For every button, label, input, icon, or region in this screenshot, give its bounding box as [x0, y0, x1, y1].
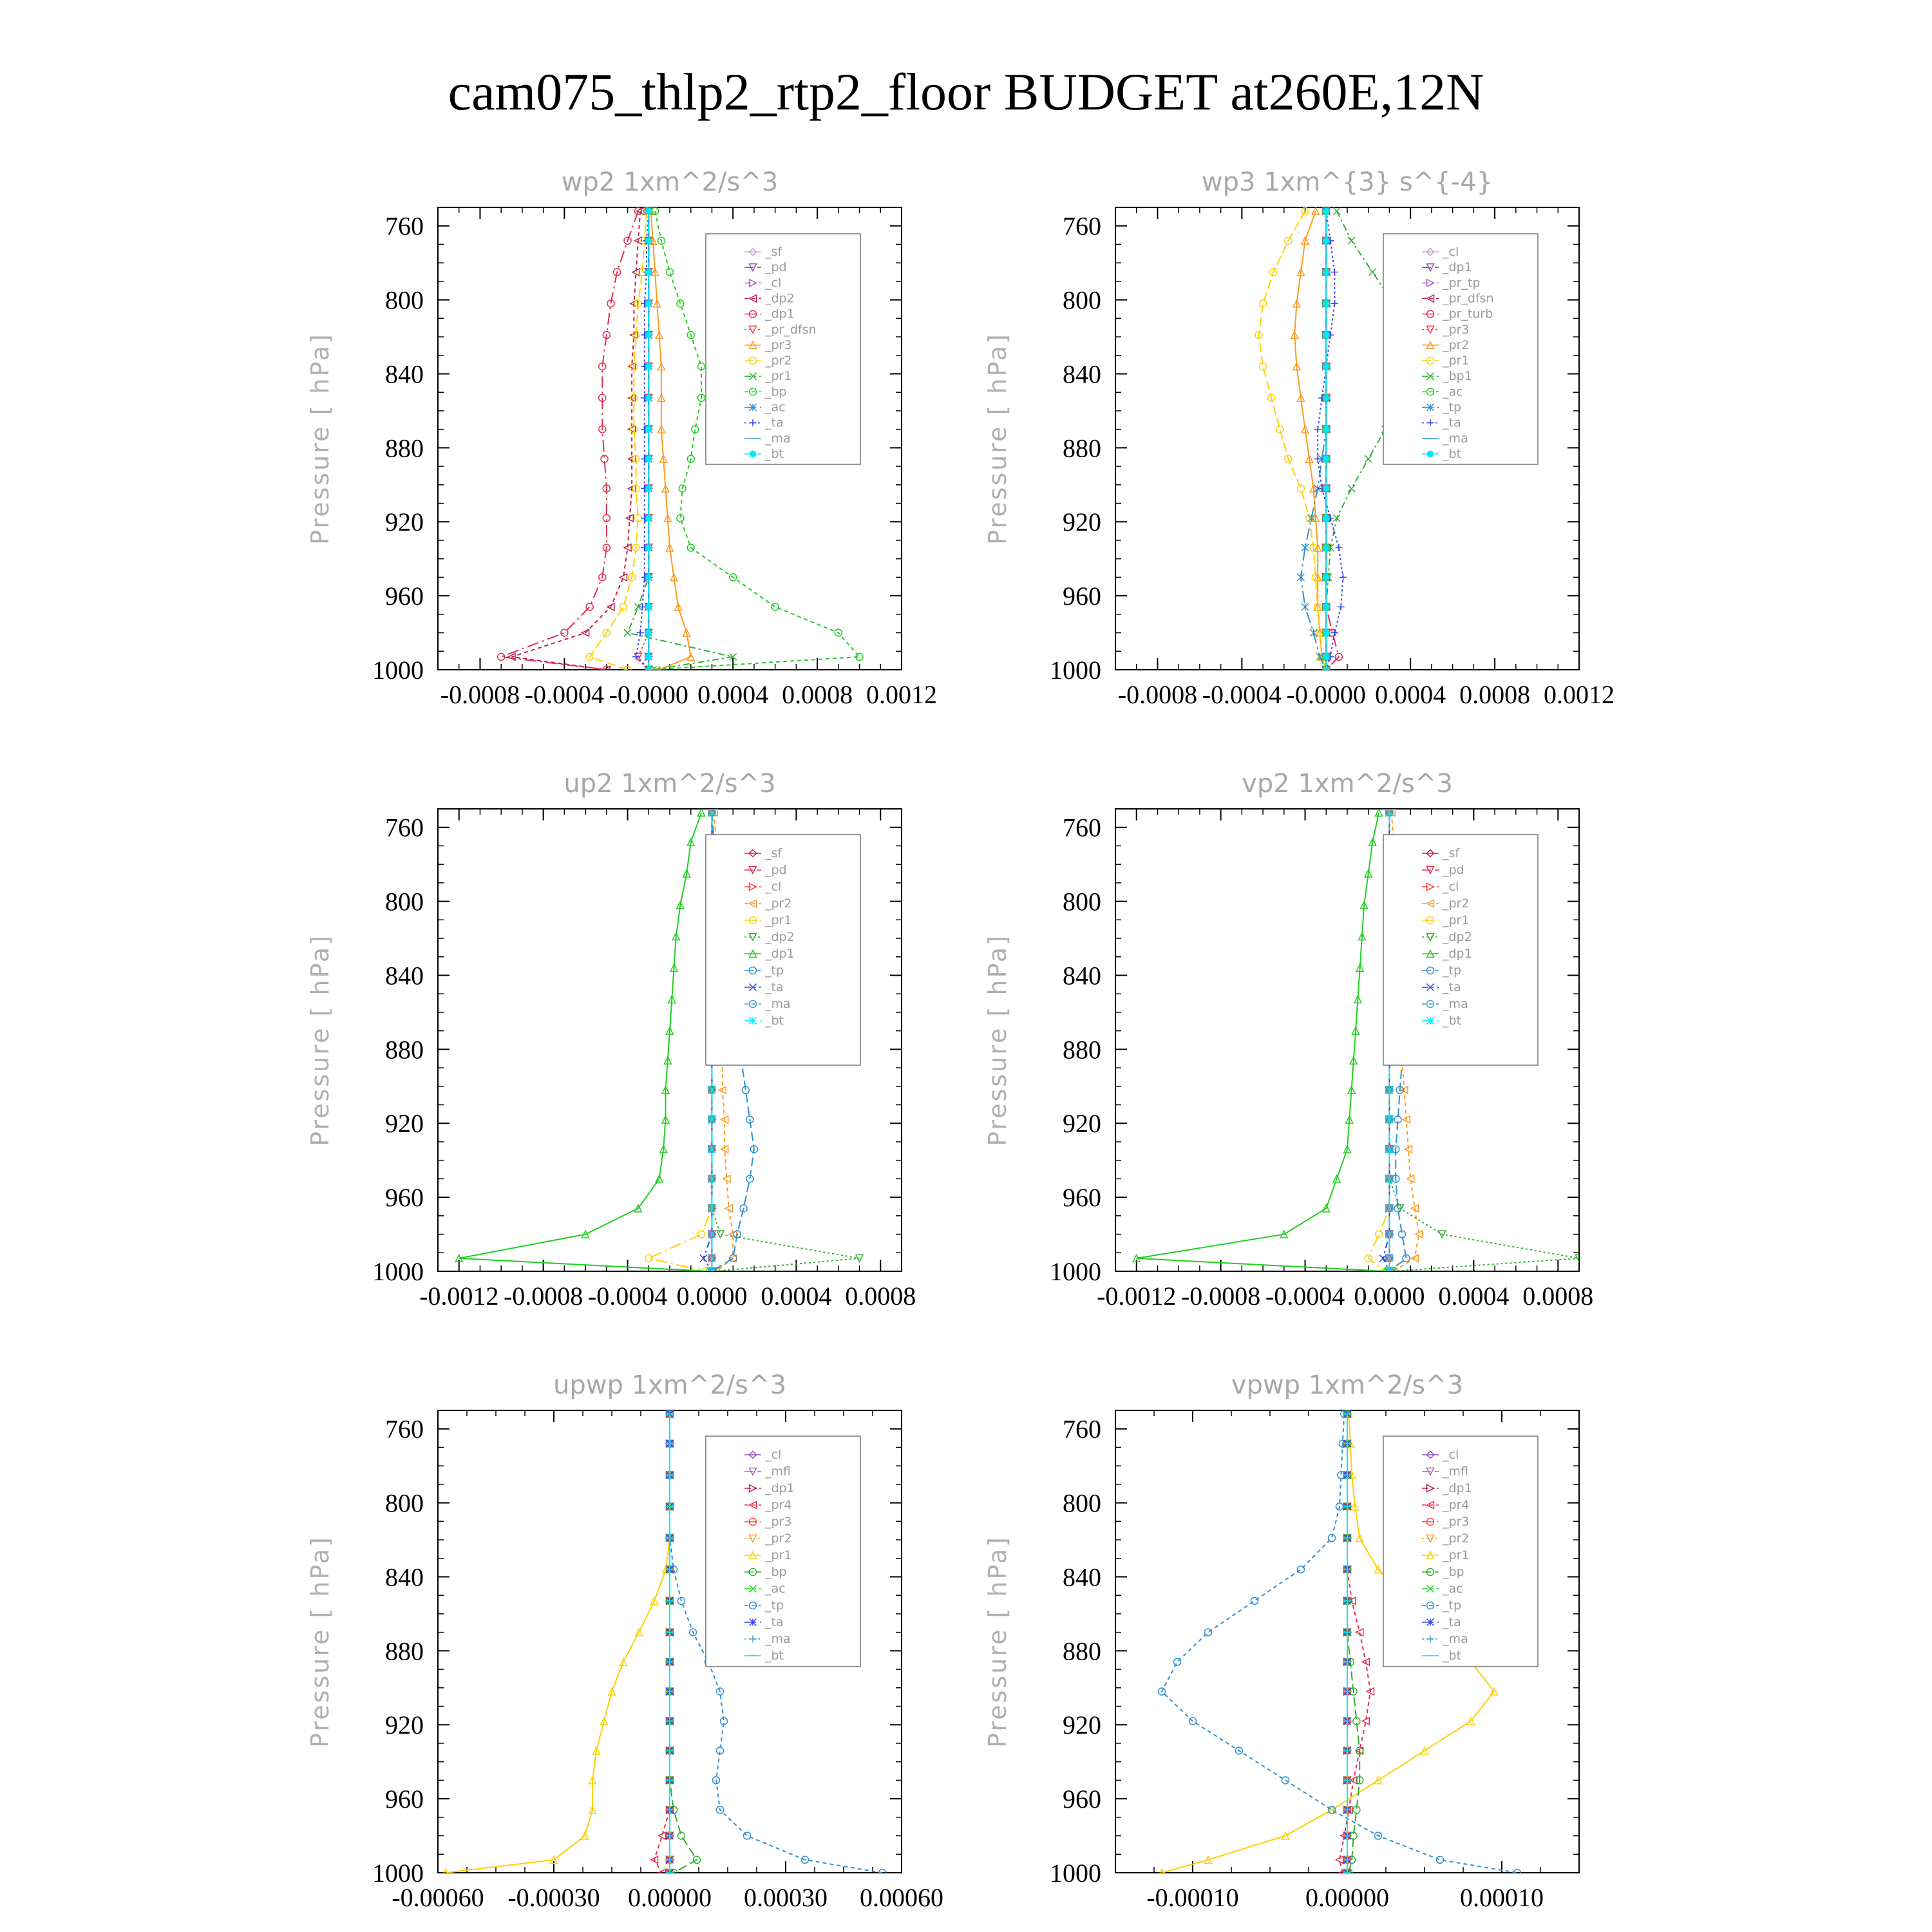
y-tick-label: 1000 — [1050, 1859, 1101, 1888]
y-tick-label: 760 — [1063, 1414, 1101, 1444]
figure-title: cam075_thlp2_rtp2_floor BUDGET at260E,12N — [448, 62, 1484, 121]
series-line — [1294, 211, 1326, 670]
legend-label: _pr1 — [765, 913, 792, 927]
legend-label: _pr2 — [1443, 337, 1470, 352]
data-point — [1323, 426, 1329, 432]
legend-label: _dp1 — [1443, 1481, 1472, 1495]
legend-label: _pd — [765, 260, 787, 275]
legend-label: _ta — [1443, 980, 1461, 994]
series-line — [1340, 1414, 1370, 1873]
panel-6 — [983, 1370, 1579, 1912]
data-point — [772, 603, 779, 611]
panel-1 — [306, 167, 937, 709]
data-point — [1323, 456, 1329, 462]
series-line — [651, 211, 691, 670]
y-tick-label: 760 — [385, 1414, 424, 1444]
legend-label: _pr1 — [1443, 1548, 1470, 1562]
data-point — [1323, 654, 1329, 659]
legend-label: _dp1 — [1443, 947, 1472, 961]
data-point — [1348, 485, 1355, 492]
legend-label: _pr2 — [765, 896, 792, 911]
legend — [706, 234, 860, 464]
series_dp1 — [498, 207, 642, 673]
data-point — [1323, 574, 1329, 580]
legend-label: _ac — [765, 1582, 786, 1596]
legend-label: _mfl — [765, 1464, 791, 1479]
series-line — [1301, 211, 1326, 670]
x-tick-label: 0.0008 — [1459, 680, 1531, 709]
y-tick-label: 760 — [385, 211, 424, 241]
series_dp1 — [455, 809, 711, 1274]
legend-marker — [750, 451, 756, 457]
x-tick-label: -0.0004 — [1202, 680, 1282, 709]
legend-label: _bt — [765, 1014, 784, 1028]
x-tick-label: 0.0008 — [845, 1282, 916, 1311]
y-tick-label: 960 — [385, 1183, 424, 1213]
data-point — [646, 515, 652, 521]
data-point — [1298, 485, 1305, 492]
y-tick-label: 960 — [1063, 1183, 1101, 1213]
legend-label: _ma — [765, 431, 791, 446]
data-point — [1298, 1566, 1305, 1573]
legend-label: _mfl — [1443, 1464, 1468, 1479]
legend-label: _sf — [765, 846, 782, 860]
panels — [306, 167, 1615, 1912]
data-point — [646, 395, 652, 401]
data-point — [646, 332, 652, 338]
y-tick-label: 1000 — [372, 1859, 424, 1888]
series-line — [459, 813, 708, 1271]
legend-label: _bp1 — [1443, 369, 1472, 384]
legend-label: _ta — [1443, 1615, 1461, 1629]
series_dp1 — [1133, 809, 1388, 1274]
data-point — [1314, 426, 1321, 433]
legend-label: _ma — [1443, 1632, 1468, 1646]
panel-title: vp2 1xm^2/s^3 — [1242, 769, 1453, 799]
series_pr2 — [586, 207, 650, 673]
x-tick-label: -0.0000 — [1286, 680, 1366, 709]
data-point — [1323, 515, 1329, 521]
data-point — [1323, 363, 1329, 369]
legend-label: _dp1 — [1443, 260, 1472, 275]
y-tick-label: 800 — [1063, 285, 1101, 315]
series-line — [1326, 211, 1339, 670]
legend-label: _bp — [765, 384, 787, 399]
data-point — [1340, 574, 1347, 581]
y-tick-label: 800 — [1063, 887, 1101, 916]
series-line — [1318, 211, 1343, 670]
data-point — [498, 653, 505, 660]
legend-label: _tp — [1443, 1598, 1462, 1613]
series_bt — [1344, 1414, 1351, 1873]
series_pr1 — [645, 809, 715, 1274]
data-point — [646, 238, 652, 243]
data-point — [1437, 1856, 1444, 1863]
y-tick-label: 880 — [385, 433, 424, 463]
legend-label: _bt — [765, 446, 784, 461]
y-tick-label: 920 — [385, 1109, 424, 1139]
legend-label: _tp — [765, 963, 784, 978]
y-tick-label: 840 — [1063, 359, 1101, 389]
x-tick-label: 0.00060 — [860, 1883, 943, 1912]
legend — [1383, 1436, 1538, 1667]
legend-label: _ac — [1443, 1582, 1463, 1596]
legend-label: _cl — [1443, 245, 1459, 260]
series-line — [501, 211, 638, 670]
legend-label: _bt — [1443, 1649, 1462, 1663]
x-tick-label: 0.0004 — [1375, 680, 1446, 709]
data-point — [586, 603, 593, 611]
legend-label: _tp — [765, 1598, 784, 1613]
series-line — [1137, 813, 1385, 1271]
panel-3 — [306, 769, 916, 1311]
data-point — [646, 604, 652, 610]
y-tick-label: 1000 — [1050, 656, 1101, 685]
data-point — [1333, 207, 1340, 214]
series_pr1 — [1255, 207, 1330, 673]
series-line — [446, 1414, 670, 1873]
series-line — [512, 211, 641, 670]
data-point — [1302, 603, 1309, 611]
legend — [706, 1436, 860, 1667]
legend-label: _bt — [765, 1649, 784, 1663]
legend-label: _bp — [765, 1565, 787, 1579]
data-point — [646, 667, 652, 673]
x-tick-label: 0.0008 — [782, 680, 853, 709]
y-tick-label: 760 — [1063, 813, 1101, 842]
legend-label: _pr3 — [765, 1515, 792, 1529]
x-tick-label: -0.0008 — [1180, 1282, 1261, 1311]
x-tick-label: -0.00060 — [392, 1883, 484, 1912]
y-tick-label: 840 — [385, 359, 424, 389]
y-tick-label: 840 — [1063, 961, 1101, 990]
y-tick-label: 880 — [1063, 433, 1101, 463]
data-point — [1323, 269, 1329, 275]
data-point — [646, 456, 652, 462]
x-tick-label: 0.0000 — [676, 1282, 748, 1311]
y-tick-label: 800 — [385, 887, 424, 916]
y-tick-label: 920 — [385, 1710, 424, 1740]
x-tick-label: -0.0012 — [419, 1282, 499, 1311]
data-point — [1251, 1597, 1258, 1604]
series-line — [590, 211, 647, 670]
x-tick-label: -0.0004 — [587, 1282, 668, 1311]
legend-label: _dp2 — [765, 291, 795, 306]
legend — [1383, 234, 1538, 464]
legend-label: _ma — [1443, 431, 1468, 446]
data-point — [1276, 426, 1283, 433]
legend-label: _pr_dfsn — [765, 322, 817, 337]
panel-5 — [306, 1370, 943, 1912]
panel-title: wp3 1xm^{3} s^{-4} — [1201, 167, 1493, 197]
legend-label: _ma — [765, 1632, 791, 1646]
data-point — [1174, 1658, 1181, 1665]
panel-2 — [983, 167, 1615, 709]
y-axis-label: Pressure [ hPa] — [983, 934, 1012, 1146]
data-point — [1331, 300, 1338, 307]
data-point — [646, 426, 652, 432]
legend-label: _pr1 — [765, 369, 792, 384]
legend-label: _cl — [1443, 1448, 1459, 1462]
x-tick-label: -0.0008 — [1117, 680, 1198, 709]
data-point — [646, 654, 652, 659]
legend-label: _pr3 — [1443, 1515, 1470, 1529]
data-point — [1323, 630, 1329, 636]
data-point — [1323, 486, 1329, 491]
legend-label: _pr4 — [1443, 1498, 1470, 1512]
legend-label: _pr_turb — [1443, 307, 1493, 321]
data-point — [1331, 269, 1338, 276]
data-point — [1323, 208, 1329, 214]
data-point — [1348, 237, 1355, 244]
legend-label: _pr1 — [765, 1548, 792, 1562]
legend-label: _ta — [765, 415, 784, 430]
y-tick-label: 840 — [385, 961, 424, 990]
data-point — [659, 1832, 666, 1839]
y-tick-label: 880 — [1063, 1035, 1101, 1065]
y-tick-label: 920 — [385, 507, 424, 537]
y-tick-label: 920 — [1063, 1710, 1101, 1740]
data-point — [646, 301, 652, 307]
legend-label: _cl — [765, 276, 782, 290]
y-tick-label: 880 — [385, 1035, 424, 1065]
y-tick-label: 920 — [1063, 1109, 1101, 1139]
x-tick-label: 0.0004 — [761, 1282, 832, 1311]
legend-label: _ta — [1443, 415, 1461, 430]
legend-label: _pr4 — [765, 1498, 792, 1512]
series-line — [1347, 1414, 1359, 1873]
data-point — [1323, 545, 1329, 551]
y-tick-label: 760 — [1063, 211, 1101, 241]
data-point — [1312, 207, 1319, 214]
y-tick-label: 800 — [1063, 1488, 1101, 1518]
x-tick-label: 0.0004 — [697, 680, 769, 709]
legend-label: _cl — [765, 1448, 782, 1462]
data-point — [1323, 332, 1329, 338]
panel-title: up2 1xm^2/s^3 — [564, 769, 776, 799]
y-tick-label: 960 — [385, 1785, 424, 1814]
legend-label: _pd — [1443, 863, 1464, 877]
legend-label: _ta — [765, 1615, 784, 1629]
legend-label: _ma — [765, 997, 791, 1011]
legend-label: _dp1 — [765, 947, 795, 961]
series_pr3 — [647, 207, 694, 673]
y-tick-label: 840 — [1063, 1562, 1101, 1592]
y-tick-label: 800 — [385, 1488, 424, 1518]
legend-label: _dp1 — [765, 307, 795, 321]
y-tick-label: 880 — [385, 1636, 424, 1666]
legend-label: _bt — [1443, 1014, 1462, 1028]
y-tick-label: 1000 — [1050, 1257, 1101, 1286]
data-point — [1323, 301, 1329, 307]
legend-label: _tp — [1443, 400, 1462, 415]
legend-label: _dp2 — [1443, 930, 1472, 944]
y-tick-label: 1000 — [372, 656, 424, 685]
data-point — [646, 574, 652, 580]
y-tick-label: 800 — [385, 285, 424, 315]
legend-label: _pr1 — [1443, 354, 1470, 368]
y-tick-label: 840 — [385, 1562, 424, 1592]
data-point — [698, 1231, 705, 1238]
data-point — [1205, 1629, 1212, 1636]
series-line — [649, 813, 712, 1271]
x-tick-label: 0.0000 — [1354, 1282, 1425, 1311]
data-point — [1323, 395, 1329, 401]
data-point — [646, 363, 652, 369]
legend-label: _sf — [765, 245, 782, 260]
legend-label: _ta — [765, 980, 784, 994]
legend-label: _sf — [1443, 846, 1460, 860]
legend-label: _pr2 — [1443, 896, 1470, 911]
data-point — [561, 629, 568, 636]
legend-label: _pr2 — [1443, 1531, 1470, 1546]
y-tick-label: 880 — [1063, 1636, 1101, 1666]
data-point — [1323, 667, 1329, 673]
x-tick-label: -0.0008 — [440, 680, 520, 709]
data-point — [677, 300, 684, 307]
y-axis-label: Pressure [ hPa] — [306, 934, 334, 1146]
data-point — [1302, 544, 1309, 551]
data-point — [646, 545, 652, 551]
series-line — [654, 1414, 670, 1873]
data-point — [646, 208, 652, 214]
legend-label: _pr2 — [765, 354, 792, 368]
data-point — [624, 629, 631, 636]
panel-4 — [983, 769, 1593, 1311]
x-tick-label: 0.00010 — [1460, 1883, 1544, 1912]
legend-label: _pr1 — [1443, 913, 1470, 927]
legend-label: _cl — [765, 880, 782, 894]
x-tick-label: 0.00000 — [1305, 1883, 1389, 1912]
data-point — [646, 269, 652, 275]
legend-label: _pr3 — [1443, 322, 1470, 337]
data-point — [637, 629, 644, 636]
panel-title: vpwp 1xm^2/s^3 — [1231, 1370, 1464, 1400]
data-point — [744, 1832, 751, 1839]
x-tick-label: 0.0008 — [1522, 1282, 1594, 1311]
x-tick-label: -0.00030 — [507, 1883, 600, 1912]
y-tick-label: 960 — [1063, 582, 1101, 611]
data-point — [620, 603, 627, 611]
legend-label: _tp — [1443, 963, 1462, 978]
x-tick-label: 0.0004 — [1438, 1282, 1510, 1311]
legend-label: _pr2 — [765, 1531, 792, 1546]
y-axis-label: Pressure [ hPa] — [983, 332, 1012, 545]
series-line — [1259, 211, 1327, 670]
data-point — [646, 630, 652, 636]
x-tick-label: 0.00030 — [744, 1883, 828, 1912]
data-point — [1376, 1231, 1383, 1238]
legend-label: _ma — [1443, 997, 1468, 1011]
x-tick-label: -0.0012 — [1097, 1282, 1177, 1311]
legend-label: _bp — [1443, 1565, 1464, 1579]
x-tick-label: -0.00010 — [1146, 1883, 1239, 1912]
data-point — [1323, 238, 1329, 243]
legend-label: _ac — [1443, 384, 1463, 399]
data-point — [700, 1255, 707, 1262]
y-axis-label: Pressure [ hPa] — [306, 1535, 334, 1748]
data-point — [1298, 574, 1305, 581]
legend — [706, 835, 860, 1065]
x-tick-label: 0.0012 — [1544, 680, 1615, 709]
y-tick-label: 1000 — [372, 1257, 424, 1286]
panel-title: wp2 1xm^2/s^3 — [561, 167, 779, 197]
data-point — [1369, 269, 1376, 276]
x-tick-label: -0.0000 — [609, 680, 688, 709]
legend-label: _pr3 — [765, 337, 792, 352]
x-tick-label: 0.0012 — [866, 680, 937, 709]
y-tick-label: 960 — [385, 582, 424, 611]
legend-label: _dp1 — [765, 1481, 795, 1495]
data-point — [1323, 604, 1329, 610]
legend-label: _pr_dfsn — [1443, 291, 1494, 306]
y-axis-label: Pressure [ hPa] — [983, 1535, 1012, 1748]
legend — [1383, 835, 1538, 1065]
legend-label: _ac — [765, 400, 786, 415]
panel-title: upwp 1xm^2/s^3 — [553, 1370, 786, 1400]
x-tick-label: -0.0004 — [524, 680, 605, 709]
data-point — [1365, 455, 1372, 462]
legend-label: _pr_tp — [1443, 276, 1481, 290]
x-tick-label: 0.00000 — [628, 1883, 712, 1912]
legend-label: _cl — [1443, 880, 1459, 894]
y-tick-label: 760 — [385, 813, 424, 842]
y-axis-label: Pressure [ hPa] — [306, 332, 334, 545]
y-tick-label: 960 — [1063, 1785, 1101, 1814]
x-tick-label: -0.0004 — [1265, 1282, 1345, 1311]
series_pr_dfsn — [634, 207, 652, 673]
legend-marker — [1428, 451, 1434, 457]
data-point — [1314, 455, 1321, 462]
y-tick-label: 920 — [1063, 507, 1101, 537]
legend-label: _dp2 — [765, 930, 795, 944]
legend-label: _pd — [765, 863, 787, 877]
series-line — [670, 1414, 697, 1873]
data-point — [678, 1832, 685, 1839]
series_pr1 — [442, 1410, 674, 1876]
data-point — [1338, 603, 1345, 611]
data-point — [1335, 544, 1342, 551]
data-point — [646, 486, 652, 491]
x-tick-label: -0.0008 — [503, 1282, 583, 1311]
series-line — [636, 211, 649, 670]
legend-label: _bt — [1443, 446, 1462, 461]
